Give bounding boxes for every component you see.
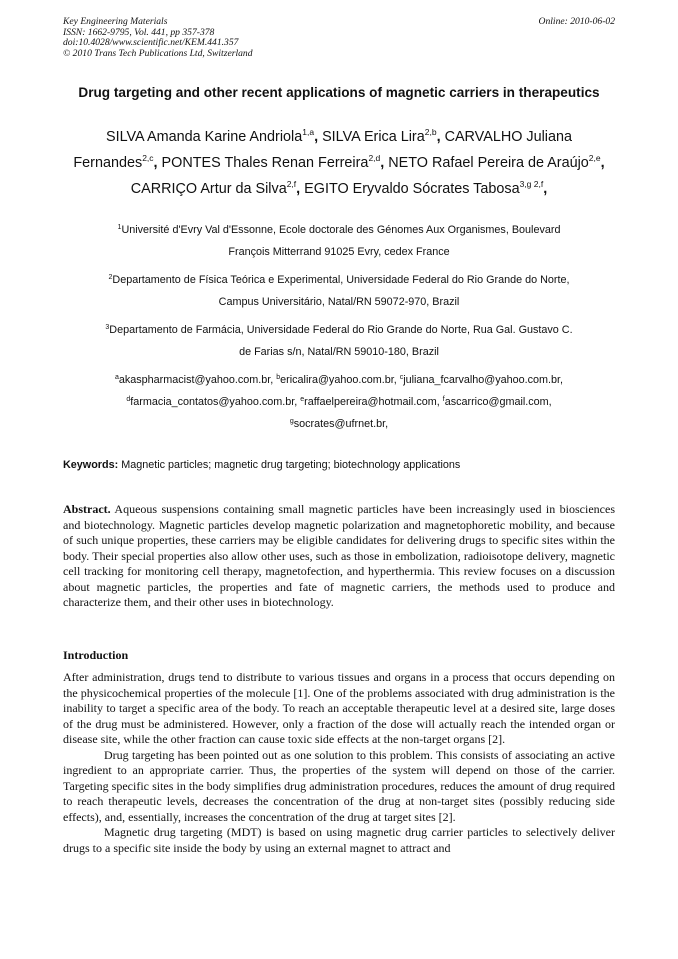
introduction-body [63,670,615,856]
affiliation-1: $^1$Université d'Evry Val d'Essonne, Ecole doctorale des Génomes Aux Organismes, Boulevard François Mitterrand 91025 Evry, cedex France [117,224,561,258]
author: CARRIÇO Artur da Silva$^{2,f}$, [130,179,305,197]
email[interactable]: $^c$juliana_fcarvalho@yahoo.com.br, [399,374,564,386]
email[interactable]: $^d$farmacia_contatos@yahoo.com.br, [126,396,301,408]
email[interactable]: $^e$raffaelpereira@hotmail.com, [300,396,443,408]
affiliation-3: $^3$Departamento de Farmácia, Universidade Federal do Rio Grande do Norte, Rua Gal. Gustavo C. de Farias s/n, Natal/RN 59010-180, Brazil [105,324,573,358]
email[interactable]: $^f$ascarrico@gmail.com, [442,396,552,408]
author-list [63,124,615,202]
journal-name: Key Engineering Materials [63,16,168,27]
email[interactable]: $^b$ericalira@yahoo.com.br, [276,374,400,386]
paragraph: Magnetic drug targeting (MDT) is based on using magnetic drug carrier particles to selectively deliver drugs to a specific site inside the body by using an external magnet to attract and [63,825,615,855]
keywords [63,458,615,473]
author: SILVA Amanda Karine Andriola$^{1,a}$, [105,127,323,145]
introduction-heading: Introduction [63,648,129,662]
author: PONTES Thales Renan Ferreira$^{2,d}$, [161,153,389,171]
paper-title: Drug targeting and other recent applications of magnetic carriers in therapeutics [78,85,600,100]
email[interactable]: $^g$socrates@ufrnet.br, [289,418,389,430]
email[interactable]: $^a$akaspharmacist@yahoo.com.br, [114,374,277,386]
keywords-label: Keywords: [63,459,119,471]
journal-copyright: © 2010 Trans Tech Publications Ltd, Switzerland [63,47,253,59]
author: EGITO Eryvaldo Sócrates Tabosa$^{3,g 2,f}$, [304,179,548,197]
journal-header [63,17,615,59]
email-list [63,369,615,435]
affiliation-2: $^2$Departamento de Física Teórica e Experimental, Universidade Federal do Rio Grande do Norte, Campus Universitário, Natal/RN 59072-970, Brazil [108,274,570,308]
online-date: Online: 2010-06-02 [538,16,615,27]
paragraph: After administration, drugs tend to distribute to various tissues and organs in a process that occurs depending on the physicochemical properties of the molecule [1]. One of the problems associated with drug administration is the inability to target a specific area of the body. To reach an acceptable therapeutic level at a desired site, large doses of the drug must be administered. However, only a fraction of the dose will actually reach the intended organ or disease site, while the other fraction can cause toxic side effects at the non-target organs [2]. [63,670,615,746]
paragraph: Drug targeting has been pointed out as one solution to this problem. This consists of associating an active ingredient to an appropriate carrier. Thus, the properties of the system will depend on those of the carrier. Targeting specific sites in the body simplifies drug administration procedures, reduces the amount of drug required to reach therapeutic levels, decreases the concentration of the drug at non-target sites (possibly reducing side effects), and, essentially, increases the concentration of the drug at target sites [2]. [63,747,615,824]
author: CARVALHO Juliana Fernandes$^{2,c}$, [73,129,573,171]
journal-issn: ISSN: 1662-9795, Vol. 441, pp 357-378 [63,26,215,38]
abstract [63,502,615,611]
keywords-text: Magnetic particles; magnetic drug targeting; biotechnology applications [118,459,461,471]
author: SILVA Erica Lira$^{2,b}$, [322,127,445,145]
abstract-text: Aqueous suspensions containing small magnetic particles have been increasingly used in biosciences and biotechnology. Magnetic particles develop magnetic polarization and magnetophoretic mobility, and because of such unique properties, these carriers may be eligible candidates for delivering drugs to specific sites within the body. Their special properties also allow other uses, such as those in embolization, radioisotope delivery, magnetic cell tracking for monitoring cell therapy, magnetofection, and hyperthermia. This review focuses on a discussion about magnetic particles, the properties and fate of magnetic carriers, the methods used to produce and characterize them, and their other uses in biotechnology. [63,502,615,609]
abstract-label: Abstract. [63,502,111,516]
journal-doi: doi:10.4028/www.scientific.net/KEM.441.357 [63,37,239,49]
author: NETO Rafael Pereira de Araújo$^{2,e}$, [388,153,605,171]
